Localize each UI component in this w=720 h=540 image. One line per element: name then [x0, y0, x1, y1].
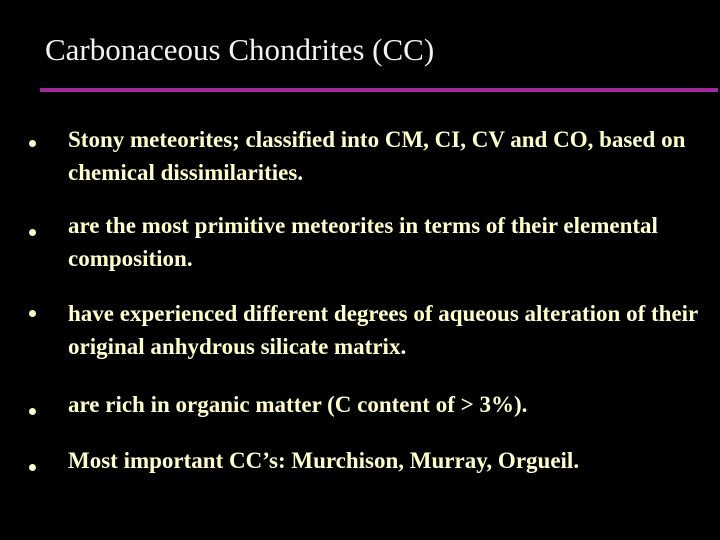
- bullet-text: are rich in organic matter (C content of > 3%).: [68, 392, 528, 417]
- bullet-text: have experienced different degrees of aqueous alteration of their original anhydrous silicate matrix.: [68, 301, 698, 359]
- bullet-dot-icon: [29, 310, 36, 317]
- bullet-dot-icon: [29, 464, 36, 471]
- bullet-dot-icon: [29, 408, 36, 415]
- bullet-dot-icon: [29, 229, 36, 236]
- slide-title: Carbonaceous Chondrites (CC): [45, 32, 435, 67]
- bullet-text: are the most primitive meteorites in terms of their elemental composition.: [68, 213, 658, 271]
- bullet-dot-icon: [29, 140, 36, 147]
- bullet-text: Most important CC’s: Murchison, Murray, Orgueil.: [68, 448, 580, 473]
- bullet-text: Stony meteorites; classified into CM, CI, CV and CO, based on chemical dissimilarities.: [68, 127, 686, 185]
